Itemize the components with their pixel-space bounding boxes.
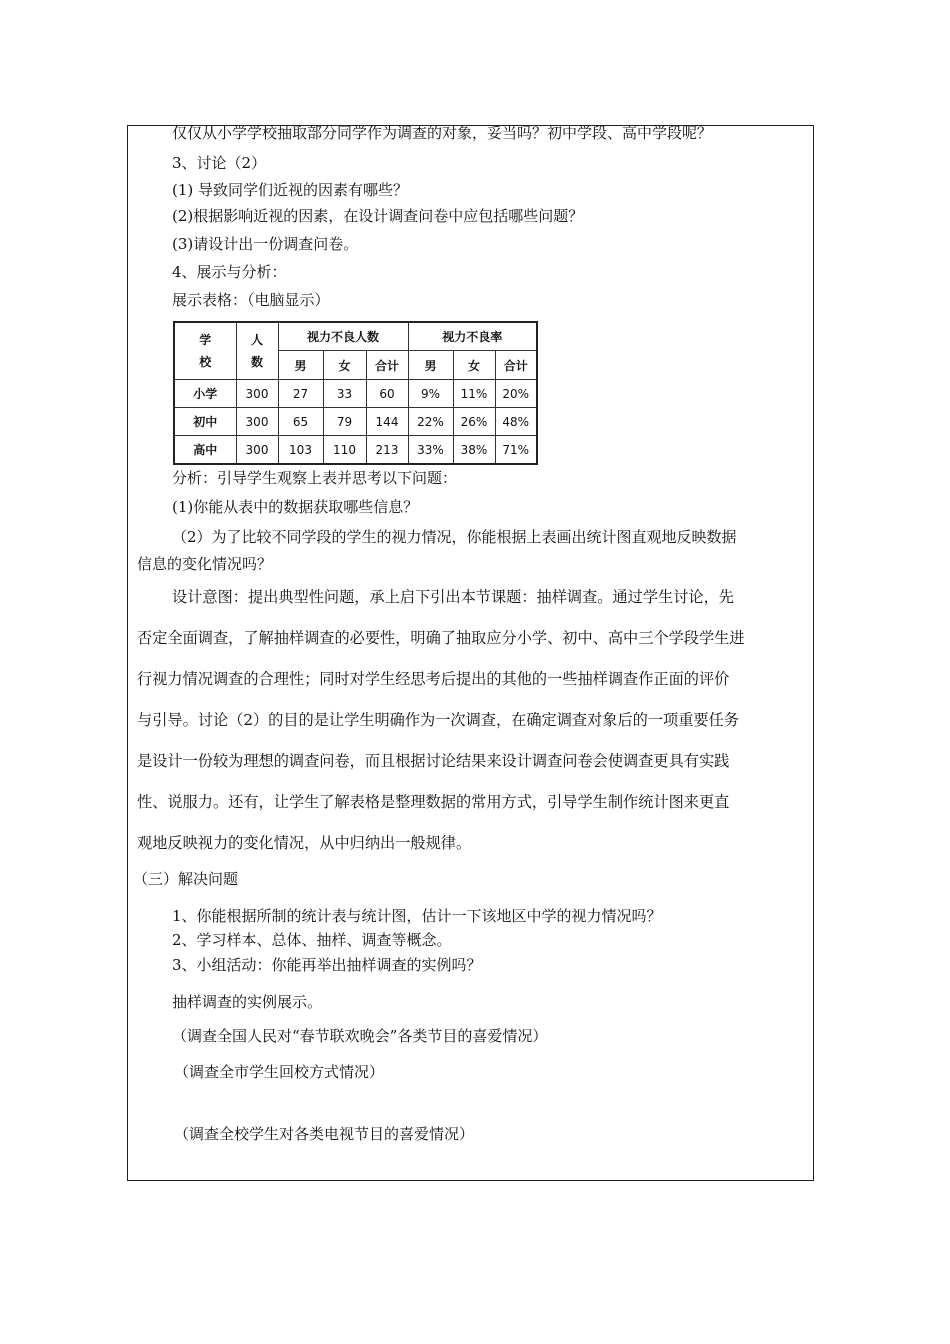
solve-item-2: 2、学习样本、总体、抽样、调查等概念。 <box>172 931 452 949</box>
cell: 33 <box>323 380 366 408</box>
solve-item-1: 1、你能根据所制的统计表与统计图，估计一下该地区中学的视力情况吗？ <box>172 907 662 925</box>
cell: 300 <box>236 408 278 436</box>
subheader-total: 合计 <box>366 351 408 380</box>
cell: 300 <box>236 380 278 408</box>
example-1: （调查全国人民对“春节联欢晚会”各类节目的喜爱情况） <box>172 1027 548 1045</box>
example-3: （调查全校学生对各类电视节目的喜爱情况） <box>174 1125 475 1143</box>
cell: 144 <box>366 408 408 436</box>
cell: 22% <box>408 408 453 436</box>
table-row <box>174 408 537 436</box>
header-poor-vision-rate: 视力不良率 <box>408 322 537 351</box>
cell: 79 <box>323 408 366 436</box>
subheader-female: 女 <box>323 351 366 380</box>
design-intent-line: 性、说服力。还有，让学生了解表格是整理数据的常用方式，引导学生制作统计图来更直 <box>137 793 730 811</box>
cell-school: 高中 <box>174 436 236 465</box>
analysis-question-2: （2）为了比较不同学段的学生的视力情况，你能根据上表画出统计图直观地反映数据 <box>172 528 737 546</box>
subheader-male: 男 <box>278 351 323 380</box>
cell: 11% <box>453 380 495 408</box>
table-row <box>174 380 537 408</box>
heading-discussion-2: 3、讨论（2） <box>172 154 267 172</box>
subheader-male: 男 <box>408 351 453 380</box>
question-2: (2)根据影响近视的因素，在设计调查问卷中应包括哪些问题？ <box>172 207 584 225</box>
cell-school: 初中 <box>174 408 236 436</box>
design-intent-line: 观地反映视力的变化情况，从中归纳出一般规律。 <box>137 834 472 852</box>
cell: 103 <box>278 436 323 465</box>
cell: 48% <box>495 408 537 436</box>
cell-school: 小学 <box>174 380 236 408</box>
analysis-intro: 分析：引导学生观察上表并思考以下问题： <box>172 469 458 487</box>
cell: 65 <box>278 408 323 436</box>
content-frame <box>127 125 814 1181</box>
header-school: 学 校 <box>174 322 236 380</box>
cell: 300 <box>236 436 278 465</box>
table-row <box>174 436 537 465</box>
design-intent-line: 行视力情况调查的合理性；同时对学生经思考后提出的其他的一些抽样调查作正面的评价 <box>137 670 730 688</box>
design-intent-line: 与引导。讨论（2）的目的是让学生明确作为一次调查，在确定调查对象后的一项重要任务 <box>137 711 739 729</box>
text-line: 仅仅从小学学校抽取部分同学作为调查的对象，妥当吗？初中学段、高中学段呢？ <box>172 124 713 142</box>
table-header-row <box>174 322 537 351</box>
question-3: (3)请设计出一份调查问卷。 <box>172 235 359 253</box>
heading-display-analysis: 4、展示与分析： <box>172 263 287 281</box>
header-count: 人 数 <box>236 322 278 380</box>
cell: 27 <box>278 380 323 408</box>
example-2: （调查全市学生回校方式情况） <box>174 1063 385 1081</box>
design-intent-line: 设计意图：提出典型性问题，承上启下引出本节课题：抽样调查。通过学生讨论，先 <box>172 588 734 606</box>
cell: 213 <box>366 436 408 465</box>
design-intent-line: 否定全面调查，了解抽样调查的必要性，明确了抽取应分小学、初中、高中三个学段学生进 <box>137 629 745 647</box>
analysis-question-2-cont: 信息的变化情况吗？ <box>137 555 273 573</box>
header-poor-vision-count: 视力不良人数 <box>278 322 408 351</box>
analysis-question-1: (1)你能从表中的数据获取哪些信息？ <box>172 498 419 516</box>
cell: 26% <box>453 408 495 436</box>
question-1: (1) 导致同学们近视的因素有哪些？ <box>172 181 409 199</box>
cell: 71% <box>495 436 537 465</box>
cell: 60 <box>366 380 408 408</box>
vision-data-table <box>173 321 538 465</box>
solve-item-3: 3、小组活动：你能再举出抽样调查的实例吗？ <box>172 956 482 974</box>
cell: 110 <box>323 436 366 465</box>
subheader-female: 女 <box>453 351 495 380</box>
cell: 20% <box>495 380 537 408</box>
cell: 9% <box>408 380 453 408</box>
subheader-total: 合计 <box>495 351 537 380</box>
design-intent-line: 是设计一份较为理想的调查问卷，而且根据讨论结果来设计调查问卷会使调查更具有实践 <box>137 752 730 770</box>
cell: 33% <box>408 436 453 465</box>
table-caption: 展示表格：（电脑显示） <box>172 291 330 309</box>
section-title-solve: （三）解决问题 <box>133 870 239 888</box>
cell: 38% <box>453 436 495 465</box>
solve-examples-intro: 抽样调查的实例展示。 <box>172 993 323 1011</box>
